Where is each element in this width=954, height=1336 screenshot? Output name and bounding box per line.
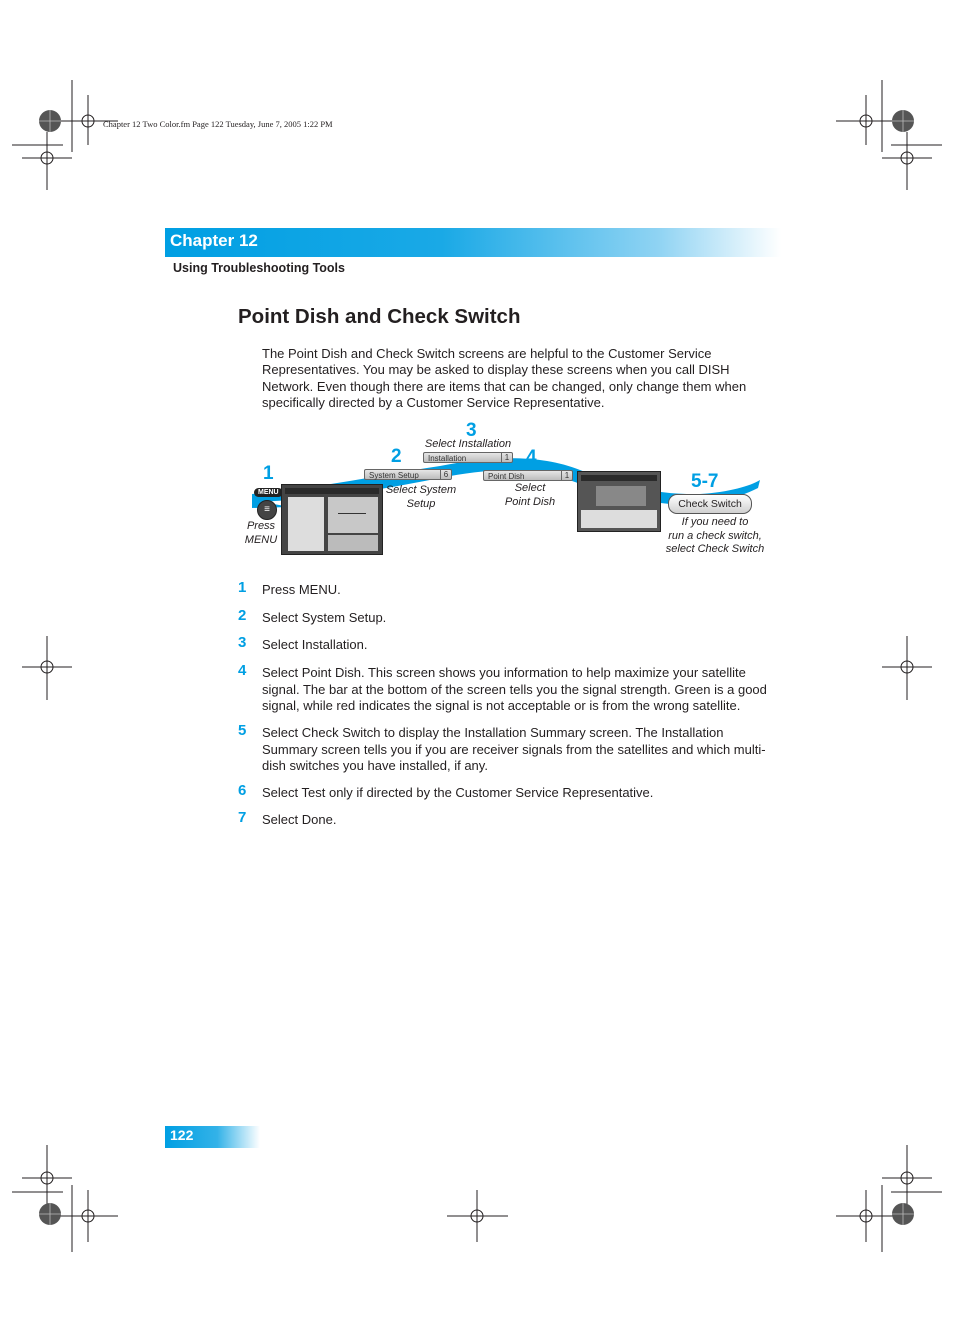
- step-number: 3: [238, 634, 247, 651]
- remote-button-icon: ≡: [257, 500, 277, 520]
- page-number: 122: [170, 1127, 194, 1143]
- print-slug: Chapter 12 Two Color.fm Page 122 Tuesday, June 7, 2005 1:22 PM: [103, 119, 333, 129]
- main-menu-screen-image: [281, 484, 383, 555]
- check-switch-button: Check Switch: [668, 494, 752, 514]
- step-label-4: 4: [526, 447, 537, 468]
- step-text: Select Installation.: [262, 637, 368, 652]
- caption-check-switch: If you need to run a check switch, select Check Switch: [665, 516, 765, 555]
- step-number: 2: [238, 607, 247, 624]
- caption-select-installation: Select Installation: [424, 438, 512, 450]
- chapter-title: Chapter 12: [170, 231, 258, 250]
- step-text: Select Point Dish. This screen shows you information to help maximize your satellite signal. The bar at the bottom of the screen tells you the signal strength. Green is a good signal, while red indicates the signal is not acceptable or is from the wrong satellite.: [262, 665, 767, 714]
- section-label: Using Troubleshooting Tools: [173, 261, 345, 275]
- menu-button: MENU: [254, 488, 283, 497]
- step-label-2: 2: [391, 446, 402, 467]
- point-dish-screen-image: [577, 471, 661, 532]
- caption-select-point-dish: Select Point Dish: [504, 482, 556, 508]
- point-dish-menu-item: Point Dish 1: [483, 470, 573, 481]
- caption-select-system-setup: Select System Setup: [385, 484, 457, 510]
- step-label-1: 1: [263, 463, 274, 484]
- step-text: Press MENU.: [262, 582, 341, 597]
- navigation-diagram: [230, 420, 780, 570]
- step-number: 4: [238, 662, 247, 679]
- step-number: 1: [238, 579, 247, 596]
- step-number: 5: [238, 722, 247, 739]
- installation-menu-item: Installation 1: [423, 452, 513, 463]
- system-setup-menu-item: System Setup 6: [364, 469, 452, 480]
- step-text: Select Test only if directed by the Customer Service Representative.: [262, 785, 654, 800]
- step-text: Select Done.: [262, 812, 337, 827]
- step-number: 7: [238, 809, 247, 826]
- intro-paragraph: The Point Dish and Check Switch screens are helpful to the Customer Service Representatives. You may be asked to display these screens when you call DISH Network. Even though there are items that can be changed, only change them when specifically directed by a Customer Service Representative.: [262, 346, 747, 410]
- step-number: 6: [238, 782, 247, 799]
- caption-press-menu: Press MENU: [244, 520, 278, 546]
- step-label-5-7: 5-7: [691, 471, 719, 492]
- step-text: Select System Setup.: [262, 610, 387, 625]
- step-label-3: 3: [466, 420, 477, 441]
- page-title: Point Dish and Check Switch: [238, 305, 521, 328]
- step-text: Select Check Switch to display the Installation Summary screen. The Installation Summary screen tells you if you are receiver signals from the satellites and which multi-dish switches you have installed, if any.: [262, 725, 766, 774]
